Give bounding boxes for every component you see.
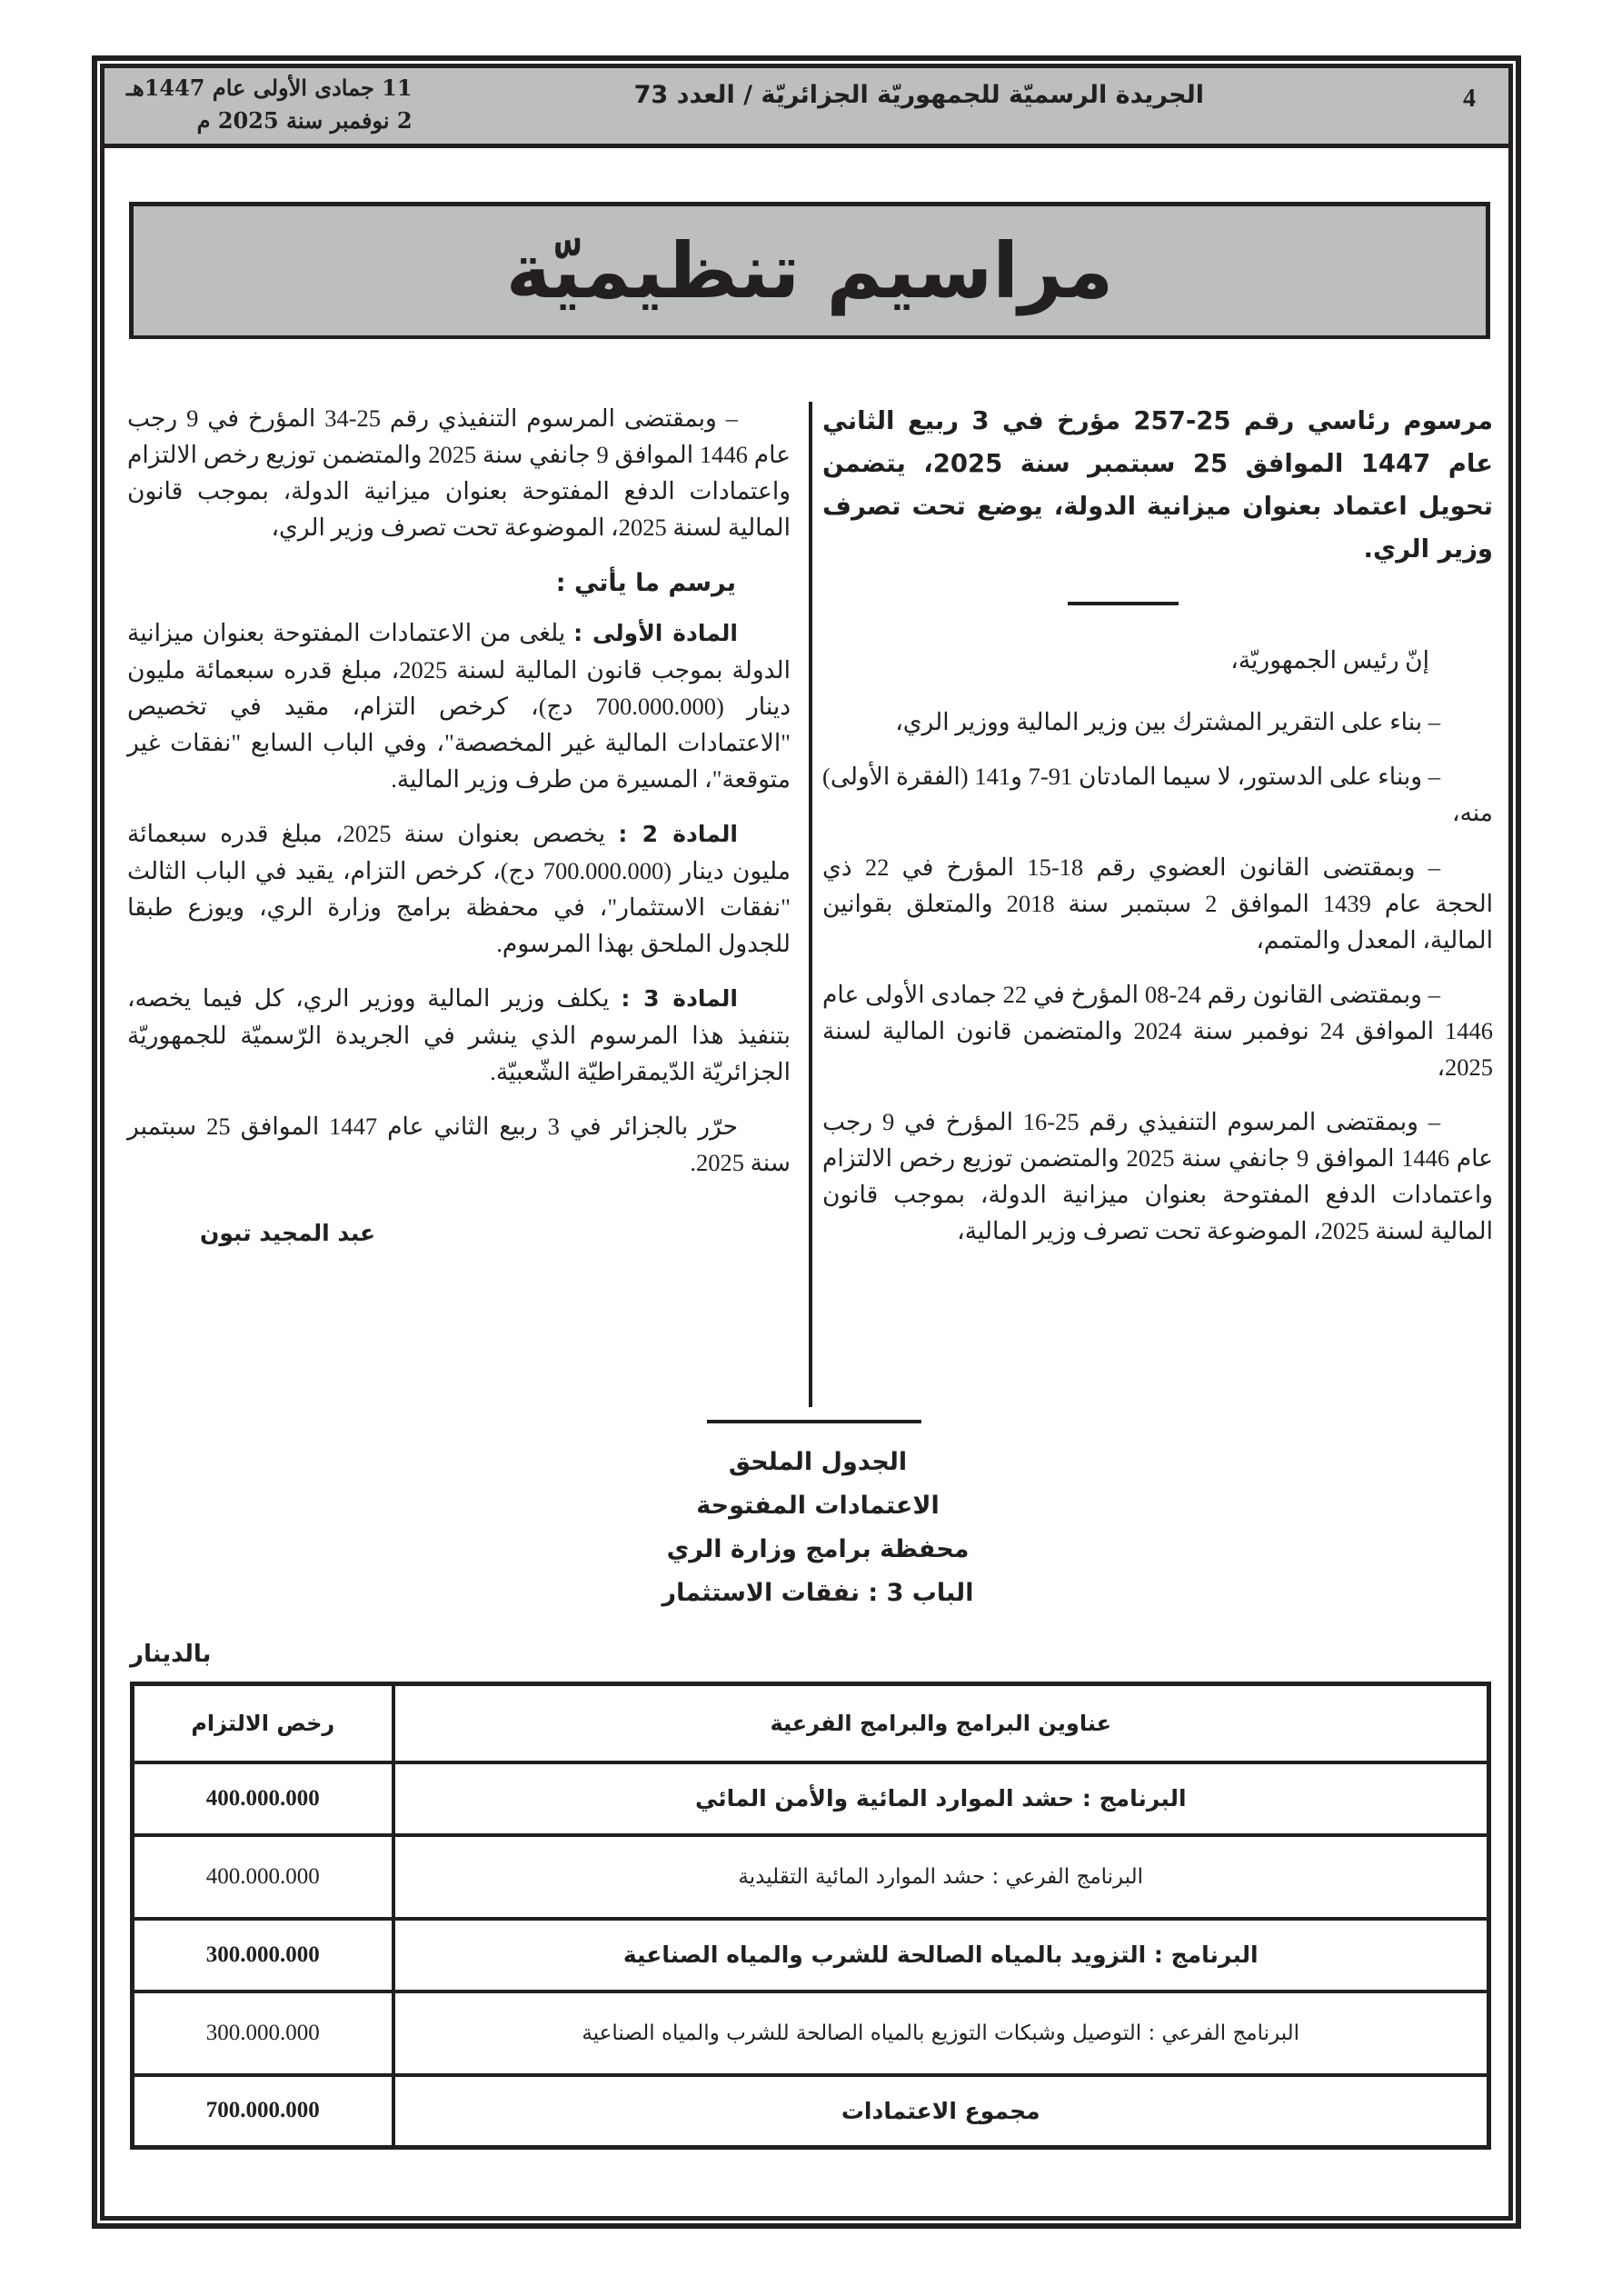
issue-date: [126, 72, 413, 137]
date-gregorian: 2 نوفمبر سنة 2025 م: [196, 107, 413, 134]
row-amount: 300.000.000: [133, 1992, 393, 2075]
recital: – وبمقتضى القانون العضوي رقم 18-15 المؤرخ في 22 ذي الحجة عام 1439 الموافق 2 سبتمبر سنة 2018 والمتعلق بقوانين المالية، المعدل والمتمم،: [822, 854, 1494, 953]
currency-unit-label: بالدينار: [130, 1641, 212, 1668]
left-column: [127, 400, 791, 1252]
annex-heading: الجدول الملحق: [728, 1448, 908, 1476]
table-row: [133, 1835, 1489, 1919]
row-title: البرنامج : التزويد بالمياه الصالحة للشرب والمياه الصناعية: [393, 1919, 1489, 1992]
column-header-titles: عناوين البرامج والبرامج الفرعية: [393, 1684, 1489, 1762]
date-hijri: 11 جمادى الأولى عام 1447هـ: [126, 75, 413, 101]
recital: – وبناء على الدستور، لا سيما المادتان 91-7 و141 (الفقرة الأولى) منه،: [822, 763, 1493, 826]
article-label: المادة 3 :: [621, 985, 738, 1012]
row-title: البرنامج الفرعي : حشد الموارد المائية التقليدية: [393, 1835, 1489, 1919]
row-title: البرنامج : حشد الموارد المائية والأمن المائي: [393, 1762, 1489, 1835]
done-at: حرّر بالجزائر في 3 ربيع الثاني عام 1447 الموافق 25 سبتمبر سنة 2025.: [127, 1113, 791, 1176]
section-title: مراسيم تنظيميّة: [505, 226, 1114, 315]
row-amount: 700.000.000: [133, 2075, 393, 2148]
decree-title: مرسوم رئاسي رقم 25-257 مؤرخ في 3 ربيع الثاني عام 1447 الموافق 25 سبتمبر سنة 2025، يتضمن تحويل اعتماد بعنوان ميزانية الدولة، يوضع تحت تصرف وزير الري.: [822, 406, 1493, 564]
decrees-line: يرسم ما يأتي :: [555, 569, 736, 597]
recital: – بناء على التقرير المشترك بين وزير المالية ووزير الري،: [895, 708, 1440, 735]
article-text: يلغى من الاعتمادات المفتوحة بعنوان ميزانية الدولة بموجب قانون المالية لسنة 2025، مبلغ قدره سبعمائة مليون دينار (700.000.000 دج)، كرخص التزام، مقيد في تخصيص "الاعتمادات المالية غير المخصصة"، وفي الباب السابع "نفقات غير متوقعة"، المسيرة من طرف وزير المالية.: [127, 619, 791, 793]
article-3: [127, 980, 791, 1090]
article-2: [127, 815, 791, 962]
recital: – وبمقتضى القانون رقم 24-08 المؤرخ في 22 جمادى الأولى عام 1446 الموافق 24 نوفمبر سنة 2024 والمتضمن قانون المالية لسنة 2025،: [822, 981, 1493, 1081]
right-column: [822, 400, 1493, 1267]
row-amount: 300.000.000: [133, 1919, 393, 1992]
annex-headings: [545, 1441, 1090, 1615]
recital: – وبمقتضى المرسوم التنفيذي رقم 25-34 المؤرخ في 9 رجب عام 1446 الموافق 9 جانفي سنة 2025 والمتضمن توزيع رخص الالتزام واعتمادات الدفع المفتوحة بعنوان ميزانية الدولة، بموجب قانون المالية لسنة 2025، الموضوعة تحت تصرف وزير الري،: [127, 404, 791, 541]
decree-intro: إنّ رئيس الجمهوريّة،: [1230, 646, 1429, 674]
table-row: [133, 1762, 1489, 1835]
table-row: [133, 1919, 1489, 1992]
article-1: [127, 614, 791, 797]
table-total-row: [133, 2075, 1489, 2148]
row-amount: 400.000.000: [133, 1762, 393, 1835]
title-rule: [1068, 602, 1179, 605]
page-header: [104, 68, 1508, 148]
article-label: المادة الأولى :: [573, 620, 738, 646]
table-header-row: [133, 1684, 1489, 1762]
annex-table: [130, 1682, 1491, 2150]
annex-heading: الاعتمادات المفتوحة: [696, 1492, 940, 1520]
annex-heading: محفظة برامج وزارة الري: [666, 1535, 970, 1563]
article-text: يكلف وزير المالية ووزير الري، كل فيما يخصه، بتنفيذ هذا المرسوم الذي ينشر في الجريدة الرّسميّة للجمهوريّة الجزائريّة الدّيمقراطيّة الشّعبيّة.: [127, 984, 791, 1085]
page-number: 4: [1463, 85, 1476, 113]
row-title: مجموع الاعتمادات: [393, 2075, 1489, 2148]
annex-heading: الباب 3 : نفقات الاستثمار: [662, 1579, 974, 1607]
section-title-box: [129, 202, 1490, 339]
row-amount: 400.000.000: [133, 1835, 393, 1919]
row-title: البرنامج الفرعي : التوصيل وشبكات التوزيع بالمياه الصالحة للشرب والمياه الصناعية: [393, 1992, 1489, 2075]
signature: عبد المجيد تبون: [200, 1220, 376, 1246]
journal-title: الجريدة الرسميّة للجمهوريّة الجزائريّة / العدد 73: [633, 81, 1204, 109]
annex-rule: [707, 1420, 921, 1423]
column-header-amount: رخص الالتزام: [133, 1684, 393, 1762]
table-row: [133, 1992, 1489, 2075]
article-label: المادة 2 :: [618, 821, 738, 847]
article-text: يخصص بعنوان سنة 2025، مبلغ قدره سبعمائة مليون دينار (700.000.000 دج)، كرخص التزام، يقيد في الباب الثالث "نفقات الاستثمار"، في محفظة برامج وزارة الري، ويوزع طبقا للجدول الملحق بهذا المرسوم.: [127, 820, 791, 957]
column-divider: [809, 402, 812, 1407]
recital: – وبمقتضى المرسوم التنفيذي رقم 25-16 المؤرخ في 9 رجب عام 1446 الموافق 9 جانفي سنة 2025 والمتضمن توزيع رخص الالتزام واعتمادات الدفع المفتوحة بعنوان ميزانية الدولة، بموجب قانون المالية لسنة 2025، الموضوعة تحت تصرف وزير المالية،: [822, 1108, 1494, 1244]
